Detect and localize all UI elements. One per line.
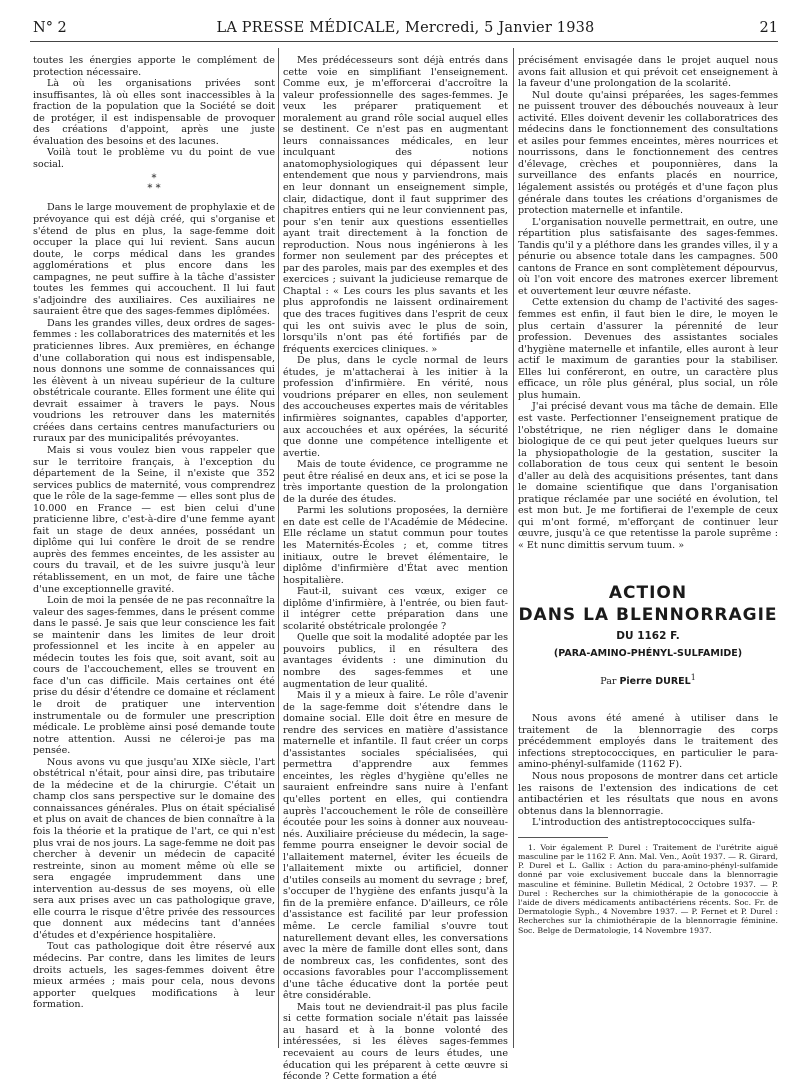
paragraph: Faut-il, suivant ces vœux, exiger ce diplôme d'infirmière, à l'entrée, ou bien faut-il intégrer cette préparation dans une scolarité obstétricale prolongée ? (283, 586, 508, 632)
text-column-2 (283, 55, 508, 1083)
page-header (33, 20, 778, 38)
page-number: 21 (759, 20, 778, 36)
footnote (518, 843, 778, 935)
column-divider-1 (278, 48, 279, 1048)
column-3-body (518, 55, 778, 552)
paragraph: Cette extension du champ de l'activité des sages-femmes est enfin, il faut bien le dire, le moyen le plus certain d'assurer la pérennité de leur profession. Devenues des assistantes sociales d'hygiène maternelle et infantile, elles auront à leur actif le maximum de garanties pour la stabiliser. Elles lui conféreront, en outre, un caractère plus efficace, un rôle plus général, plus social, un rôle plus humain. (518, 297, 778, 401)
paragraph: Dans les grandes villes, deux ordres de sages-femmes : les collaboratrices des maternités et les praticiennes libres. Aux premières, en échange d'une collaboration qui nous est indispensable, nous donnons une somme de connaissances qui les élèvent à un niveau supérieur de la culture obstétricale courante. Elles forment une élite qui devrait essaimer à travers le pays. Nous voudrions les retrouver dans les maternités créées dans certains centres manufacturiers ou ruraux par des municipalités prévoyantes. (33, 317, 275, 445)
article-paragraph: Nous avons été amené à utiliser dans le traitement de la blennorragie des corps précédemment employés dans le traitement des infections streptococciques, en particulier le para-amino-phényl-sulfamide (1162 F). (518, 713, 778, 771)
paragraph: Dans le large mouvement de prophylaxie et de prévoyance qui est déjà créé, qui s'organise et s'étend de plus en plus, la sage-femme doit occuper la place qui lui revient. Sans aucun doute, le corps médical dans les grandes agglomérations et plus encore dans les campagnes, ne peut suffire à la tâche d'assister toutes les femmes qui accouchent. Il lui faut s'adjoindre des auxiliaires. Ces auxiliaires ne sauraient être que des sages-femmes diplômées. (33, 202, 275, 318)
text-column-1 (33, 55, 275, 1055)
paragraph: Nul doute qu'ainsi préparées, les sages-femmes ne puissent trouver des débouchés nouveaux à leur activité. Elles doivent devenir les collaboratrices des médecins dans le fonctionnement des consultations et asiles pour femmes enceintes, mères nourrices et nourrissons, dans le fonctionnement des centres d'élevage, crèches et pouponnières, dans la surveillance des enfants placés en nourrice, légalement assistés ou protégés et d'une façon plus générale dans toutes les créations d'organismes de protection maternelle et infantile. (518, 89, 778, 217)
article-byline (518, 672, 778, 688)
paragraph: Mais tout ne deviendrait-il pas plus facile si cette formation sociale n'était pas laissée au hasard et à la bonne volonté des intéressées, si les élèves sages-femmes recevaient au cours de leurs études, une éducation qui les préparent à cette œuvre si féconde ? Cette formation a été (283, 1001, 508, 1083)
footnote-rule (518, 837, 608, 838)
header-rule (30, 41, 778, 42)
paragraph: J'ai précisé devant vous ma tâche de demain. Elle est vaste. Perfectionner l'enseignement pratique de l'obstétrique, ne rien négliger dans le domaine biologique de ce qui peut jeter quelques lueurs sur la physiopathologie de la gestation, susciter la collaboration de tous ceux qui sentent le besoin d'aller au delà des acquisitions présentes, tant dans le domaine scientifique que dans l'organisation pratique réclamée par une société en évolution, tel est mon but. Je me fortifierai de l'exemple de ceux qui m'ont formé, m'efforçant de continuer leur œuvre, jusqu'à ce que retentisse la parole suprême : « Et nunc dimittis servum tuum. » (518, 401, 778, 551)
paragraph: Mes prédécesseurs sont déjà entrés dans cette voie en simplifiant l'enseignement. Comme eux, je m'efforcerai d'accroître la valeur professionnelle des sages-femmes. Je veux les préparer pratiquement et moralement au grand rôle social auquel elles se destinent. Ce n'est pas en augmentant leurs connaissances médicales, en leur inculquant des notions anatomophysiologiques qui dépassent leur entendement que nous y parviendrons, mais en leur donnant un enseignement simple, clair, didactique, dont il faut supprimer des chapitres entiers qui ne leur conviennent pas, pour s'en tenir aux questions essentielles ayant trait directement à la fonction de reproduction. Nous nous ingénierons à les former non seulement par des préceptes et par des paroles, mais par des exemples et des exercices ; suivant la judicieuse remarque de Chaptal : « Les cours les plus savants et les plus approfondis ne laissent ordinairement que des traces fugitives dans l'esprit de ceux qui les ont suivis avec le plus de soin, lorsqu'ils n'ont pas été fortifiés par de fréquents exercices cliniques. » (283, 55, 508, 355)
author-footnote-mark: 1 (690, 672, 696, 682)
paragraph: Mais si vous voulez bien vous rappeler que sur le territoire français, à l'exception du département de la Seine, il n'existe que 352 services publics de maternité, vous comprendrez que le rôle de la sage-femme — elles sont plus de 10.000 en France — est bien celui d'une praticienne libre, c'est-à-dire d'une femme ayant fait un stage de deux années, possédant un diplôme qui lui confère le droit de se rendre auprès des femmes enceintes, de les assister au cours du travail, et de les suivre jusqu'à leur rétablissement, en un mot, de faire une tâche d'une exceptionnelle gravité. (33, 444, 275, 595)
paragraph: Nous avons vu que jusqu'au XIXe siècle, l'art obstétrical n'était, pour ainsi dire, pas tributaire de la médecine et de la chirurgie. C'était un champ clos sans perspective sur le domaine des connaissances générales. Plus on était spécialisé et plus on avait de chances de bien connaître à la fois la théorie et la pratique de l'art, ce qui n'est plus vrai de nos jours. La sage-femme ne doit pas chercher à devenir un médecin de capacité restreinte, sinon au moment même où elle se sera engagée imprudemment dans une intervention au-dessus de ses moyens, où elle sera aux prises avec un cas pathologique grave, elle courra le risque d'être privée des ressources que donnent aux médecins tant d'années d'études et d'expérience hospitalière. (33, 756, 275, 941)
paragraph: Parmi les solutions proposées, la dernière en date est celle de l'Académie de Médecine. Elle réclame un statut commun pour toutes les Maternités-Écoles ; et, comme titres initiaux, outre le brevet élémentaire, le diplôme d'infirmière d'État avec mention hospitalière. (283, 505, 508, 586)
article-title-line-1: ACTION (608, 582, 688, 603)
issue-number: N° 2 (33, 20, 67, 36)
paragraph: Tout cas pathologique doit être réservé aux médecins. Par contre, dans les limites de leurs droits actuels, les sages-femmes doivent être mieux armées ; mais pour cela, nous devons apporter quelques modifications à leur formation. (33, 941, 275, 1011)
paragraph: Là où les organisations privées sont insuffisantes, là où elles sont inaccessibles à la fraction de la population que la Société se doit de protéger, il est indispensable de provoquer des créations d'appoint, après une juste évaluation des besoins et des lacunes. (33, 78, 275, 147)
paragraph: Voilà tout le problème vu du point de vue social. (33, 147, 275, 170)
article-paragraph: Nous nous proposons de montrer dans cet article les raisons de l'extension des indications de cet antibactérien et les résultats que nous en avons obtenus dans la blennorragie. (518, 770, 778, 817)
text-column-3 (518, 55, 778, 1055)
column-divider-2 (513, 48, 514, 1048)
article-title-line-2: DANS LA BLENNORRAGIE (518, 604, 778, 625)
byline-prefix: Par (600, 675, 617, 687)
paragraph: De plus, dans le cycle normal de leurs études, je m'attacherai à les initier à la profession d'infirmière. En vérité, nous voudrions préparer en elles, non seulement des accoucheuses expertes mais de véritables infirmières soignantes, capables d'apporter, aux accouchées et aux opérées, la sécurité que donne une compétence intelligente et avertie. (283, 355, 508, 459)
footnote-text: 1. Voir également P. Durel : Traitement de l'urétrite aiguë masculine par le 1162 F. Ann. Mal. Ven., Août 1937. — R. Girard, P. Durel et L. Gallix : Action du para-amino-phényl-sulfamide donné par voie exclusivement buccale dans la blennorragie masculine et féminine. Bulletin Médical, 2 Octobre 1937. — P. Durel : Recherches sur la chimiothérapie de la gonococcie à l'aide de divers médicaments antibactériens récents. Soc. Fr. de Dermatologie Syph., 4 Novembre 1937. — P. Fernet et P. Durel : Recherches sur la chimiothérapie de la blennorragie féminine. Soc. Belge de Dermatologie, 14 Novembre 1937. (518, 842, 778, 935)
section-separator: * * * (147, 173, 161, 195)
paragraph: précisément envisagée dans le projet auquel nous avons fait allusion et qui prévoit cet enseignement à la faveur d'une prolongation de la scolarité. (518, 55, 778, 90)
paragraph: Mais de toute évidence, ce programme ne peut être réalisé en deux ans, et ici se pose la très importante question de la prolongation de la durée des études. (283, 459, 508, 505)
paragraph: Loin de moi la pensée de ne pas reconnaître la valeur des sages-femmes, dans le présent comme dans le passé. Je sais que leur conscience les fait se maintenir dans les limites de leur droit professionnel et les incite à en appeler au médecin toutes les fois que, soit avant, soit au cours de l'accouchement, elles se trouvent en face d'un cas difficile. Mais certaines ont été prise du désir d'étendre ce domaine et réclament le droit de pratiquer une intervention instrumentale ou de formuler une prescription médicale. Le problème ainsi posé demande toute notre attention. Aussi ne céleroi-je pas ma pensée. (33, 595, 275, 757)
article-compound: (PARA-AMINO-PHÉNYL-SULFAMIDE) (553, 647, 743, 659)
author-name: Pierre DUREL (619, 675, 691, 687)
paragraph: Quelle que soit la modalité adoptée par les pouvoirs publics, il en résultera des avantages évidents : une diminution du nombre des sages-femmes et une augmentation de leur qualité. (283, 632, 508, 690)
paragraph: Mais il y a mieux à faire. Le rôle d'avenir de la sage-femme doit s'étendre dans le domaine social. Elle doit être en mesure de rendre des services en matière d'assistance maternelle et infantile. Il faut créer un corps d'assistantes sociales spécialisées, qui permettra d'apprendre aux femmes enceintes, les règles d'hygiène qu'elles ne sauraient enfreindre sans nuire à l'enfant qu'elles portent en elles, qui contiendra auprès l'accouchement le rôle de conseillère écoutée pour les soins à donner aux nouveau-nés. Auxiliaire précieuse du médecin, la sage-femme pourra enseigner le devoir social de l'allaitement maternel, éviter les écueils de l'allaitement mixte ou artificiel, donner d'utiles conseils au moment du sevrage ; bref, s'occuper de l'hygiène des enfants jusqu'à la fin de la première enfance. D'ailleurs, ce rôle d'assistance est facilité par leur profession même. Le cercle familial s'ouvre tout naturellement devant elles, les conversations avec la mère de famille dont elles sont, dans de nombreux cas, les confidentes, sont des occasions favorables pour l'accomplissement d'une tâche éducative dont la portée peut être considérable. (283, 690, 508, 1002)
article-subtitle: DU 1162 F. (616, 629, 680, 642)
journal-title: LA PRESSE MÉDICALE, Mercredi, 5 Janvier 1938 (216, 20, 595, 36)
paragraph: toutes les énergies apporte le complément de protection nécessaire. (33, 55, 275, 78)
article-body (518, 713, 778, 828)
article-paragraph: L'introduction des antistreptococciques sulfa- (532, 817, 756, 829)
paragraph: L'organisation nouvelle permettrait, en outre, une répartition plus satisfaisante des sages-femmes. Tandis qu'il y a pléthore dans les grandes villes, il y a pénurie ou absence totale dans les campagnes. 500 cantons de France en sont complètement dépourvus, où l'on voit encore des matrones exercer librement et ouvertement leur œuvre néfaste. (518, 216, 778, 297)
